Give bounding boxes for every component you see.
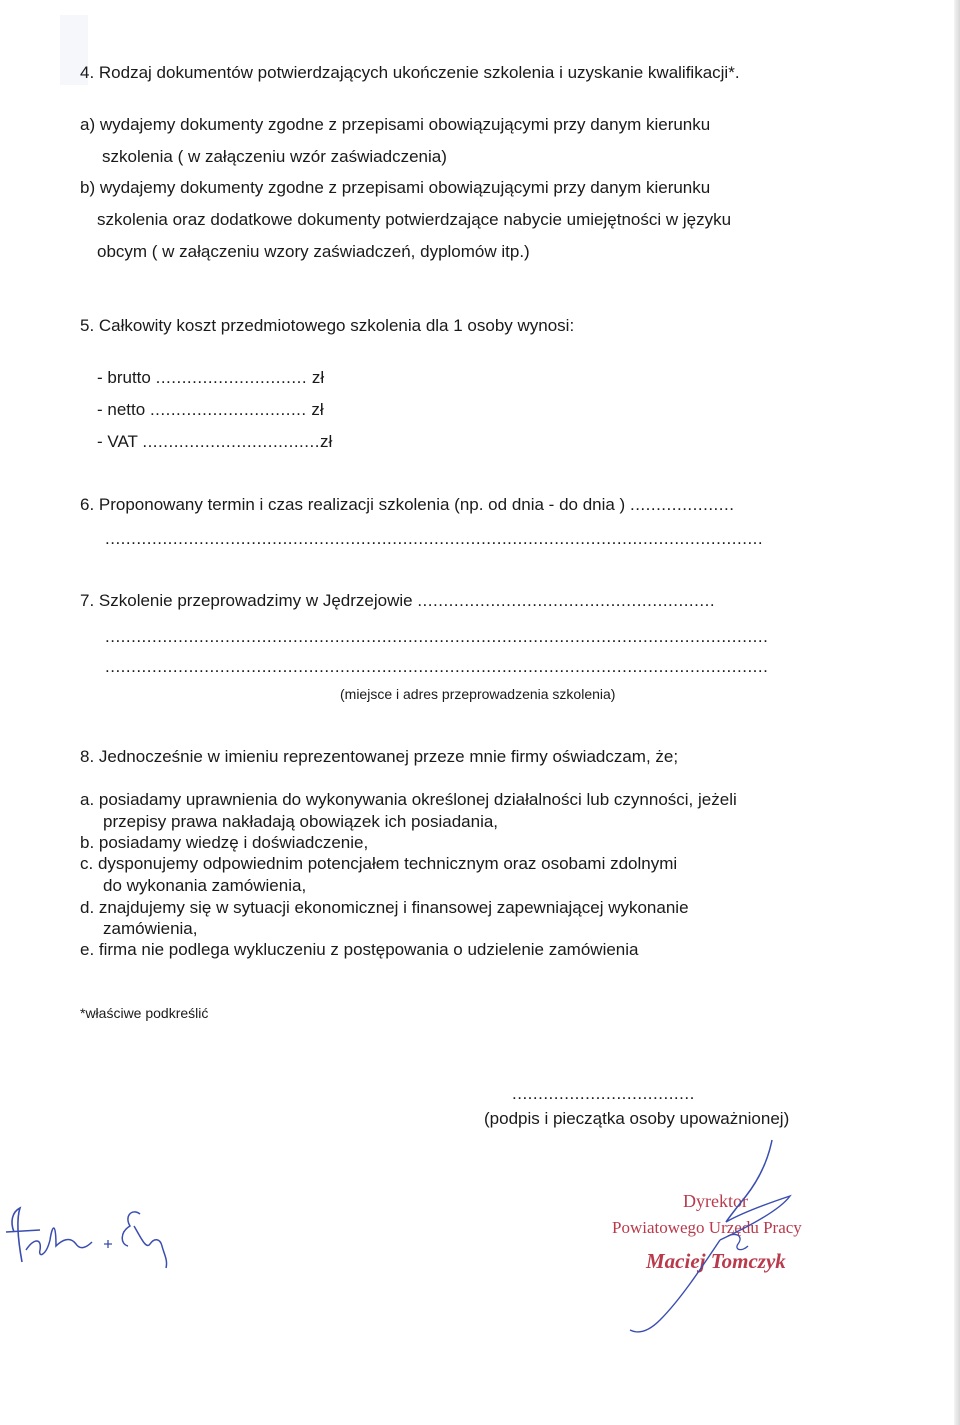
official-stamp: [612, 1191, 802, 1273]
cost-brutto-label: - brutto: [97, 368, 151, 387]
section-7-field-line3: ...............................................................................................................................: [105, 657, 769, 676]
signature-caption: (podpis i pieczątka osoby upoważnionej): [484, 1109, 790, 1128]
signature-field: ...................................: [512, 1084, 695, 1103]
statement-d-line1: d. znajdujemy się w sytuacji ekonomicznej i finansowej zapewniającej wykonanie: [80, 898, 689, 917]
section-8-heading: 8. Jednocześnie w imieniu reprezentowanej przeze mnie firmy oświadczam, że;: [80, 747, 679, 766]
cost-netto-field: ..............................: [149, 400, 307, 419]
section-6-field-line2: ..............................................................................................................................: [105, 529, 764, 548]
cost-brutto-field: .............................: [155, 368, 308, 387]
section-4-option-b-line2: szkolenia oraz dodatkowe dokumenty potwierdzające nabycie umiejętności w języku: [97, 210, 732, 229]
statement-c-line2: do wykonania zamówienia,: [103, 876, 307, 895]
cost-vat-unit: zł: [319, 432, 333, 451]
cost-netto-unit: zł: [311, 400, 324, 419]
stamp-and-signatures: [0, 1120, 960, 1360]
section-4-option-b-line1: b) wydajemy dokumenty zgodne z przepisami obowiązującymi przy danym kierunku: [80, 178, 711, 197]
section-6-field-inline: ....................: [629, 495, 735, 514]
section-6-heading: 6. Proponowany termin i czas realizacji szkolenia (np. od dnia - do dnia ): [80, 495, 626, 514]
statement-e-line1: e. firma nie podlega wykluczeniu z postępowania o udzielenie zamówienia: [80, 940, 639, 959]
cost-netto-row: [97, 399, 324, 421]
cost-vat-row: [97, 431, 332, 453]
section-6-row: [80, 494, 734, 516]
stamp-line1: Dyrektor: [683, 1191, 748, 1211]
statement-b-line1: b. posiadamy wiedzę i doświadczenie,: [80, 833, 369, 852]
section-5-heading: 5. Całkowity koszt przedmiotowego szkolenia dla 1 osoby wynosi:: [80, 316, 575, 335]
stamp-line3: Maciej Tomczyk: [646, 1249, 786, 1273]
section-4-option-a-line2: szkolenia ( w załączeniu wzór zaświadczenia): [102, 147, 447, 166]
handwritten-signature-left: [6, 1208, 167, 1268]
section-7-field-line2: ...............................................................................................................................: [105, 627, 769, 646]
section-7-heading: 7. Szkolenie przeprowadzimy w Jędrzejowie: [80, 591, 413, 610]
cost-brutto-row: [97, 367, 324, 389]
statement-d-line2: zamówienia,: [103, 919, 198, 938]
section-7-caption: (miejsce i adres przeprowadzenia szkolenia): [340, 686, 616, 702]
footnote: *właściwe podkreślić: [80, 1005, 209, 1021]
stamp-line2: Powiatowego Urzędu Pracy: [612, 1218, 802, 1237]
section-4-option-b-line3: obcym ( w załączeniu wzory zaświadczeń, dyplomów itp.): [97, 242, 530, 261]
cost-brutto-unit: zł: [311, 368, 325, 387]
statement-a-line2: przepisy prawa nakładają obowiązek ich posiadania,: [103, 812, 499, 831]
section-7-row: [80, 590, 715, 612]
cost-netto-label: - netto: [97, 400, 146, 419]
cost-vat-field: ..................................: [142, 432, 320, 451]
cost-vat-label: - VAT: [97, 432, 138, 451]
section-7-field-inline: .........................................................: [417, 591, 716, 610]
statement-c-line1: c. dysponujemy odpowiednim potencjałem technicznym oraz osobami zdolnymi: [80, 854, 678, 873]
section-4-option-a-line1: a) wydajemy dokumenty zgodne z przepisami obowiązującymi przy danym kierunku: [80, 115, 711, 134]
statement-a-line1: a. posiadamy uprawnienia do wykonywania określonej działalności lub czynności, jeżeli: [80, 790, 737, 809]
section-4-heading: 4. Rodzaj dokumentów potwierdzających ukończenie szkolenia i uzyskanie kwalifikacji*.: [80, 63, 740, 82]
